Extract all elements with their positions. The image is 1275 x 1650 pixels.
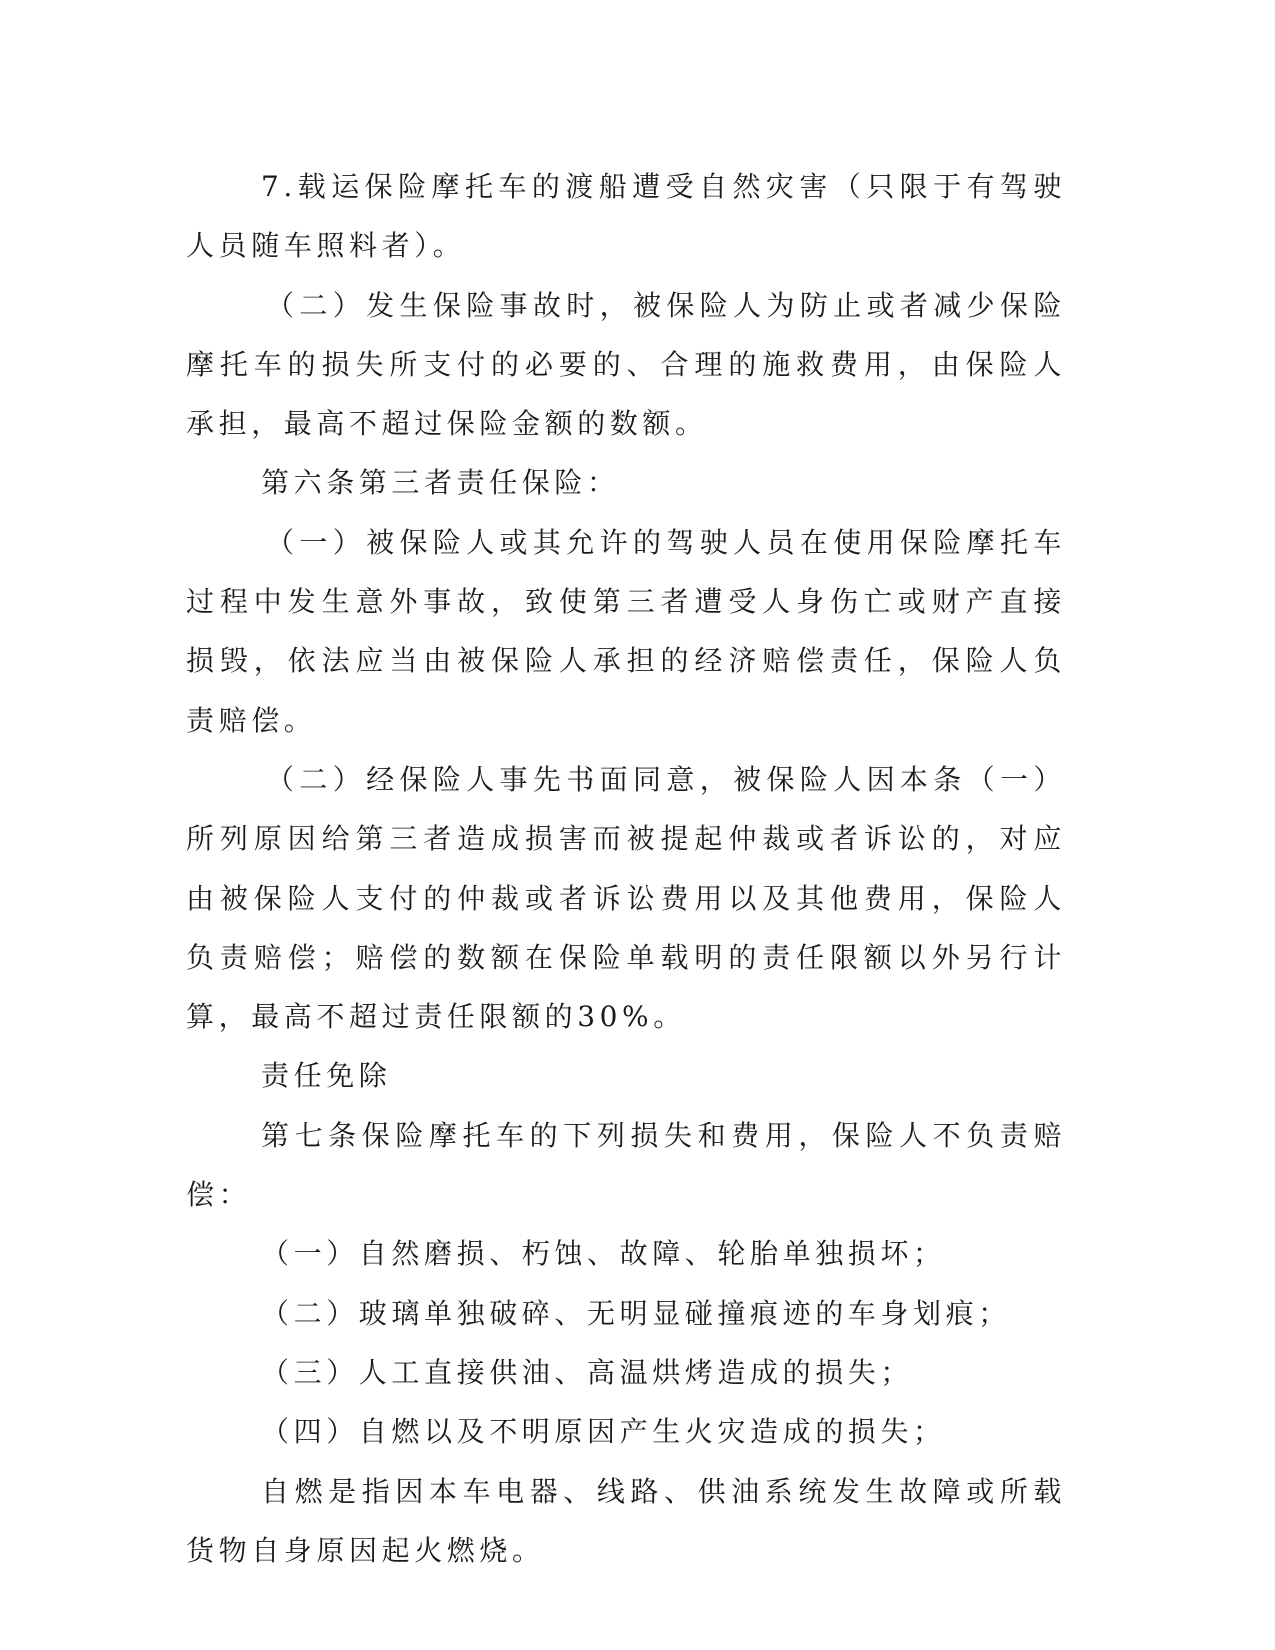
- exclusion-item-3: （三）人工直接供油、高温烘烤造成的损失；: [261, 1355, 914, 1389]
- paragraph-rescue-costs: （二）发生保险事故时，被保险人为防止或者减少保险摩托车的损失所支付的必要的、合理的施救费用，由保险人承担，最高不超过保险金额的数额。: [186, 288, 1066, 441]
- exclusion-item-2: （二）玻璃单独破碎、无明显碰撞痕迹的车身划痕；: [261, 1296, 1011, 1330]
- paragraph-article-6-clause-2: （二）经保险人事先书面同意，被保险人因本条（一）所列原因给第三者造成损害而被提起仲裁或者诉讼的，对应由被保险人支付的仲裁或者诉讼费用以及其他费用，保险人负责赔偿；赔偿的数额在保险单载明的责任限额以外另行计算，最高不超过责任限额的30%。: [186, 762, 1066, 1034]
- exclusion-item-1: （一）自然磨损、朽蚀、故障、轮胎单独损坏；: [261, 1237, 946, 1271]
- paragraph-article-6-clause-1: （一）被保险人或其允许的驾驶人员在使用保险摩托车过程中发生意外事故，致使第三者遭受人身伤亡或财产直接损毁，依法应当由被保险人承担的经济赔偿责任，保险人负责赔偿。: [186, 525, 1066, 737]
- exclusion-item-4: （四）自燃以及不明原因产生火灾造成的损失；: [261, 1415, 946, 1449]
- document-body: [186, 157, 1066, 1580]
- section-heading-exclusions: 责任免除: [261, 1059, 392, 1093]
- paragraph-item-7: 7.载运保险摩托车的渡船遭受自然灾害（只限于有驾驶人员随车照料者）。: [186, 170, 1066, 263]
- article-6-heading: 第六条第三者责任保险：: [261, 466, 620, 500]
- article-7-heading: 第七条保险摩托车的下列损失和费用，保险人不负责赔偿：: [186, 1118, 1066, 1212]
- paragraph-self-ignition-definition: 自燃是指因本车电器、线路、供油系统发生故障或所载货物自身原因起火燃烧。: [186, 1474, 1066, 1567]
